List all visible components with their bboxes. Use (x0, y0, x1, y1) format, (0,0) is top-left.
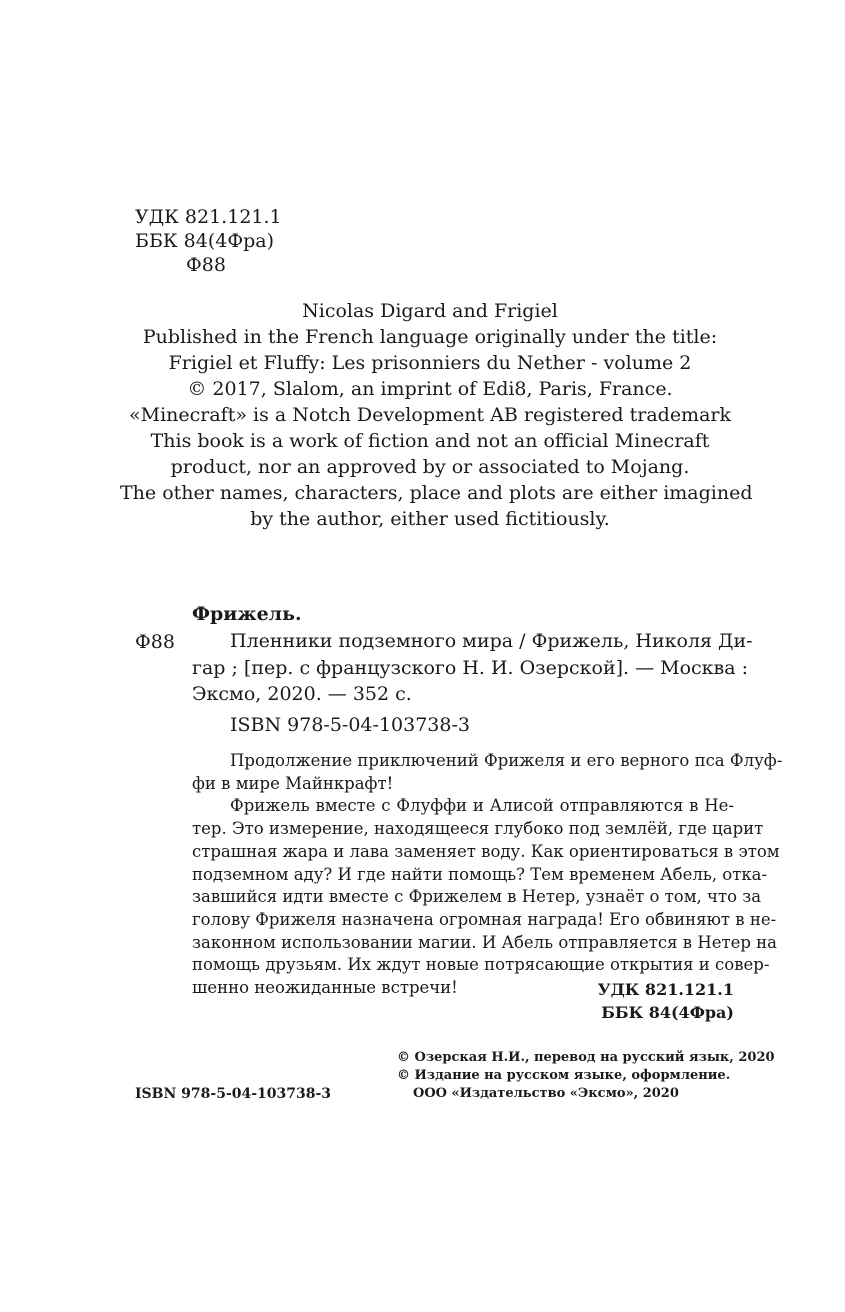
copyright-line: © Озерская Н.И., перевод на русский язык, 2020 (397, 1050, 775, 1065)
udk-code: УДК 821.121.1 (135, 206, 282, 228)
rights-line: «Minecraft» is a Notch Development AB registered trademark (128, 404, 732, 426)
rights-line: Nicolas Digard and Frigiel (302, 300, 558, 322)
copyright-line: ООО «Издательство «Эксмо», 2020 (413, 1086, 679, 1101)
bbk-code: ББК 84(4Фра) (135, 230, 275, 252)
annotation-line: законном использовании магии. И Абель отправляется в Нетер на (192, 932, 778, 952)
rights-line: product, nor an approved by or associated to Mojang. (170, 456, 690, 478)
annotation-line: шенно неожиданные встречи! (192, 978, 458, 998)
footer-bbk: ББК 84(4Фра) (601, 1003, 734, 1022)
rights-line: The other names, characters, place and plots are either imagined (120, 482, 753, 504)
author-heading: Фрижель. (192, 603, 302, 625)
annotation (192, 750, 783, 1000)
original-rights-notice (120, 298, 753, 532)
annotation-line: тер. Это измерение, находящееся глубоко под землёй, где царит (192, 819, 764, 839)
description-line: Эксмо, 2020. — 352 с. (192, 683, 412, 705)
footer-udk: УДК 821.121.1 (597, 980, 734, 999)
author-sign: Ф88 (186, 254, 226, 276)
description-line: Пленники подземного мира / Фрижель, Николя Ди- (230, 630, 753, 652)
rights-line: © 2017, Slalom, an imprint of Edi8, Paris, France. (187, 378, 673, 400)
annotation-line: подземном аду? И где найти помощь? Тем временем Абель, отка- (192, 864, 768, 884)
bottom-isbn: ISBN 978-5-04-103738-3 (135, 1086, 332, 1102)
annotation-line: Фрижель вместе с Флуффи и Алисой отправляются в Не- (230, 796, 734, 816)
rights-line: This book is a work of fiction and not an official Minecraft (150, 430, 710, 452)
annotation-line: страшная жара и лава заменяет воду. Как ориентироваться в этом (192, 841, 780, 861)
annotation-line: помощь друзьям. Их ждут новые потрясающие открытия и совер- (192, 955, 770, 975)
catalog-description (192, 628, 753, 708)
catalog-sign: Ф88 (135, 631, 175, 653)
catalog-isbn: ISBN 978-5-04-103738-3 (230, 714, 470, 736)
annotation-line: голову Фрижеля назначена огромная награда! Его обвиняют в не- (192, 909, 777, 929)
annotation-line: фи в мире Майнкрафт! (192, 773, 394, 793)
annotation-line: Продолжение приключений Фрижеля и его верного пса Флуф- (230, 751, 783, 770)
annotation-line: завшийся идти вместе с Фрижелем в Нетер, узнаёт о том, что за (192, 887, 762, 907)
rights-line: by the author, either used fictitiously. (250, 508, 610, 530)
copyright-line: © Издание на русском языке, оформление. (397, 1068, 731, 1083)
rights-line: Published in the French language originally under the title: (142, 326, 718, 348)
description-line: гар ; [пер. с французского Н. И. Озерской]. — Москва : (192, 656, 749, 679)
rights-line: Frigiel et Fluffy: Les prisonniers du Nether - volume 2 (168, 352, 692, 374)
